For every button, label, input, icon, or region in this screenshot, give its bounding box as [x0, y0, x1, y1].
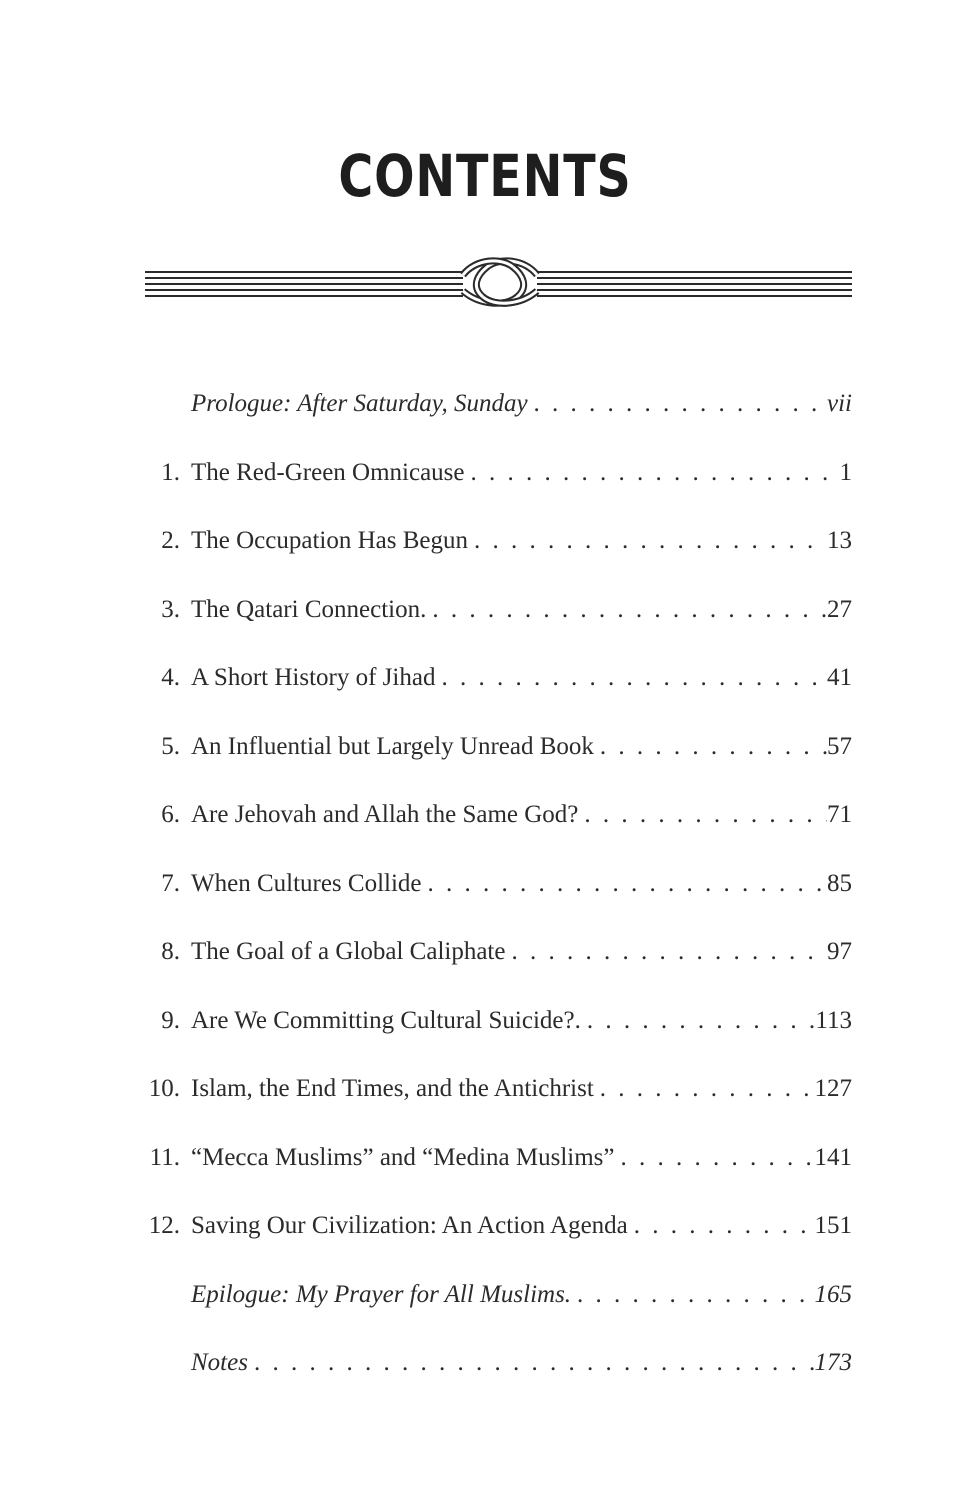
toc-entry-page: 1 [839, 459, 852, 486]
reef-knot-divider-icon [145, 253, 852, 313]
toc-entry-title: A Short History of Jihad [191, 664, 436, 691]
toc-entry-title: Prologue: After Saturday, Sunday [191, 390, 528, 417]
dot-leader [248, 1343, 815, 1383]
dot-leader [615, 1138, 815, 1178]
toc-entry-number: 8. [161, 938, 180, 965]
toc-entry-title: When Cultures Collide [191, 870, 422, 897]
toc-entry-chapter-2[interactable] [0, 521, 970, 561]
dot-leader [581, 1001, 816, 1041]
dot-leader [435, 658, 827, 698]
toc-entry-page: 85 [827, 870, 852, 897]
toc-entry-epilogue[interactable] [0, 1275, 970, 1315]
toc-entry-page: 57 [827, 733, 852, 760]
toc-entry-page: 41 [827, 664, 852, 691]
toc-entry-chapter-7[interactable] [0, 864, 970, 904]
dot-leader [528, 384, 827, 424]
toc-entry-number: 5. [161, 733, 180, 760]
toc-entry-number: 11. [149, 1144, 180, 1171]
dot-leader [594, 1069, 815, 1109]
toc-entry-number: 2. [161, 527, 180, 554]
toc-entry-chapter-10[interactable] [0, 1069, 970, 1109]
toc-entry-title: Islam, the End Times, and the Antichrist [191, 1075, 594, 1102]
toc-entry-page: 97 [827, 938, 852, 965]
toc-entry-page: 71 [827, 801, 852, 828]
toc-entry-title: Epilogue: My Prayer for All Muslims. [191, 1281, 572, 1308]
toc-entry-page: 173 [814, 1349, 852, 1376]
toc-entry-title: Notes [191, 1349, 248, 1376]
toc-entry-page: 141 [814, 1144, 852, 1171]
dot-leader [571, 1275, 814, 1315]
toc-entry-page: 127 [814, 1075, 852, 1102]
toc-entry-page: 165 [814, 1281, 852, 1308]
toc-entry-number: 9. [161, 1007, 180, 1034]
toc-entry-number: 3. [161, 596, 180, 623]
toc-entry-chapter-9[interactable] [0, 1001, 970, 1041]
toc-entry-number: 12. [148, 1212, 180, 1239]
dot-leader [578, 795, 827, 835]
toc-entry-chapter-4[interactable] [0, 658, 970, 698]
toc-entry-title: “Mecca Muslims” and “Medina Muslims” [191, 1144, 615, 1171]
toc-entry-title: The Qatari Connection. [191, 596, 427, 623]
toc-entry-title: Saving Our Civilization: An Action Agenda [191, 1212, 628, 1239]
toc-entry-number: 10. [148, 1075, 180, 1102]
dot-leader [505, 932, 827, 972]
toc-entry-number: 4. [161, 664, 180, 691]
toc-entry-number: 7. [161, 870, 180, 897]
toc-entry-chapter-3[interactable] [0, 590, 970, 630]
toc-entry-number: 1. [161, 459, 180, 486]
toc-entry-title: The Occupation Has Begun [191, 527, 469, 554]
toc-entry-page: 151 [814, 1212, 852, 1239]
dot-leader [465, 453, 840, 493]
toc-entry-prologue[interactable] [0, 384, 970, 424]
page-title: CONTENTS [338, 142, 632, 210]
toc-entry-page: 13 [827, 527, 852, 554]
toc-entry-chapter-11[interactable] [0, 1138, 970, 1178]
toc-entry-page: vii [827, 390, 852, 417]
toc-entry-page: 113 [815, 1007, 852, 1034]
toc-entry-chapter-8[interactable] [0, 932, 970, 972]
toc-entry-notes[interactable] [0, 1343, 970, 1383]
toc-entry-chapter-5[interactable] [0, 727, 970, 767]
toc-entry-chapter-6[interactable] [0, 795, 970, 835]
dot-leader [422, 864, 827, 904]
toc-entry-chapter-12[interactable] [0, 1206, 970, 1246]
toc-entry-number: 6. [161, 801, 180, 828]
toc-entry-chapter-1[interactable] [0, 453, 970, 493]
toc-entry-page: 27 [827, 596, 852, 623]
dot-leader [426, 590, 827, 630]
toc-entry-title: The Red-Green Omnicause [191, 459, 465, 486]
toc-entry-title: Are We Committing Cultural Suicide?. [191, 1007, 581, 1034]
toc-entry-title: The Goal of a Global Caliphate [191, 938, 506, 965]
dot-leader [628, 1206, 815, 1246]
toc-entry-title: An Influential but Largely Unread Book [191, 733, 594, 760]
dot-leader [468, 521, 827, 561]
toc-entry-title: Are Jehovah and Allah the Same God? [191, 801, 579, 828]
dot-leader [594, 727, 827, 767]
